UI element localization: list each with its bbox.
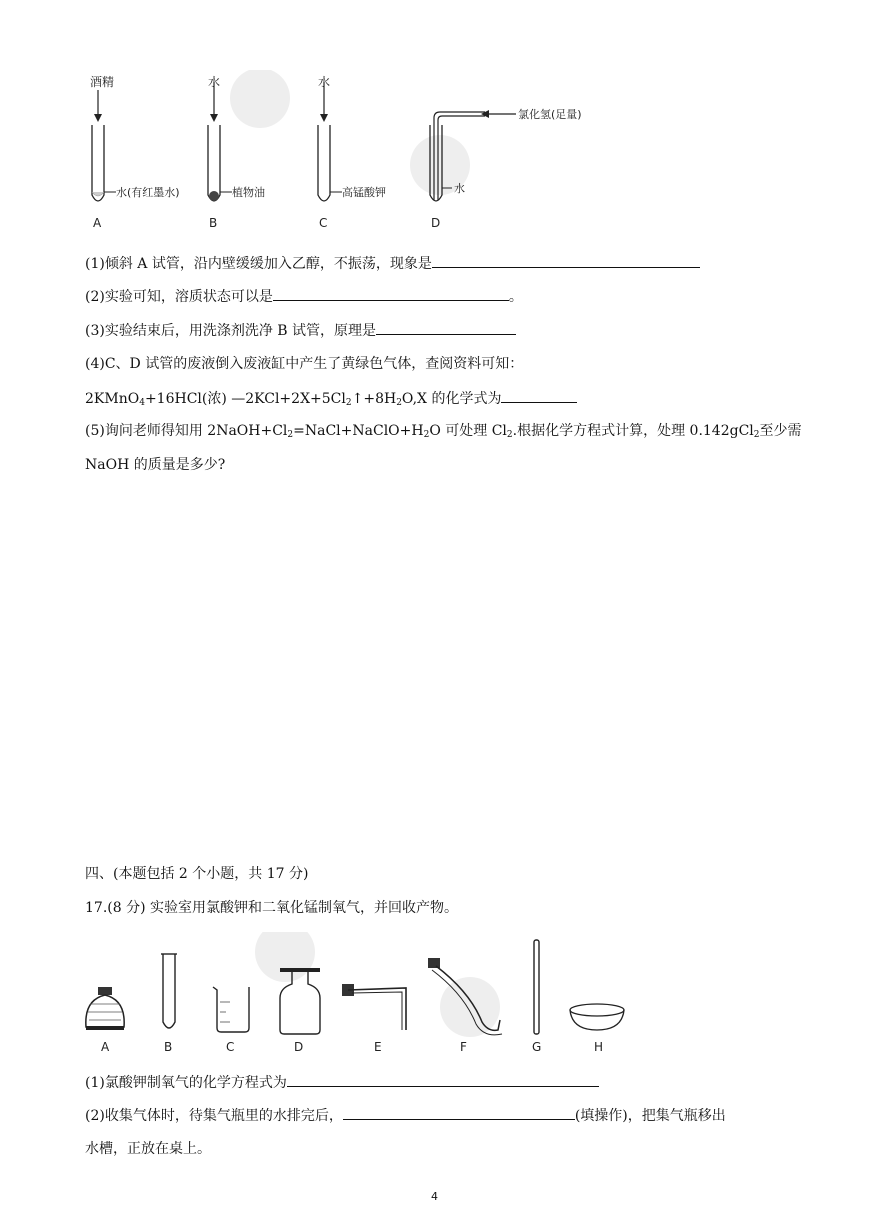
tube-c-letter: C xyxy=(319,216,328,230)
apparatus-letter-b: B xyxy=(164,1040,173,1054)
tube-d-gas-label: 氯化氢(足量) xyxy=(518,108,582,121)
q17-part2-continued: 水槽，正放在桌上。 xyxy=(85,1141,211,1157)
section-four-heading: 四、(本题包括 2 个小题，共 17 分) xyxy=(85,866,309,882)
tube-b-side-label: 植物油 xyxy=(232,186,265,199)
tube-c-top-label: 水 xyxy=(318,75,331,89)
q16-part1: (1)倾斜 A 试管，沿内壁缓缓加入乙醇，不振荡，现象是 xyxy=(85,253,700,274)
tube-c xyxy=(318,74,386,230)
tube-d-side-label: 水 xyxy=(454,182,465,195)
q16-formula-answer-blank[interactable] xyxy=(501,388,577,403)
q16-part5: (5)询问老师得知用 $2NaOH+Cl_2=NaCl+NaClO+H_2O$ 可处理 $Cl_2$.根据化学方程式计算，处理 0.142gCl$_2$至少需 xyxy=(85,423,802,440)
q16-part5-continued: NaOH 的质量是多少? xyxy=(85,457,226,473)
apparatus-letter-e: E xyxy=(374,1040,382,1054)
apparatus-letter-g: G xyxy=(532,1040,542,1054)
glass-rod xyxy=(534,940,539,1034)
apparatus-letter-d: D xyxy=(294,1040,304,1054)
q17-part2: (2)收集气体时，待集气瓶里的水排完后， (填操作)，把集气瓶移出 xyxy=(85,1105,726,1126)
q17-intro: 17.(8 分) 实验室用氯酸钾和二氧化锰制氧气，并回收产物。 xyxy=(85,900,458,916)
q16-part4: (4)C、D 试管的废液倒入废液缸中产生了黄绿色气体，查阅资料可知： xyxy=(85,356,524,372)
tube-b-top-label: 水 xyxy=(208,75,221,89)
alcohol-lamp xyxy=(86,987,124,1030)
q16-part1-answer-blank[interactable] xyxy=(432,253,700,268)
q16-part2: (2)实验可知，溶质状态可以是 。 xyxy=(85,286,523,307)
q16-part3: (3)实验结束后，用洗涤剂洗净 B 试管，原理是 xyxy=(85,320,516,341)
tube-b-letter: B xyxy=(209,216,218,230)
tube-d-letter: D xyxy=(431,216,441,230)
q16-part2-answer-blank[interactable] xyxy=(273,286,509,301)
apparatus-letter-f: F xyxy=(460,1040,467,1054)
q16-equation: 2KMnO$_4$+16HCl(浓) $—2KCl+2X+5Cl_2↑+8H_2O,X$ 的化学式为 xyxy=(85,388,577,409)
tube-c-side-label: 高锰酸钾 xyxy=(342,186,386,199)
test-tube xyxy=(161,954,177,1028)
apparatus-figure xyxy=(80,932,660,1057)
q17-part1: (1)氯酸钾制氧气的化学方程式为 xyxy=(85,1072,599,1093)
tube-a-letter: A xyxy=(93,216,102,230)
apparatus-letter-c: C xyxy=(226,1040,235,1054)
evaporating-dish xyxy=(570,1004,624,1030)
tube-a-top-label: 酒精 xyxy=(90,75,115,89)
beaker xyxy=(213,987,249,1032)
apparatus-letter-a: A xyxy=(101,1040,110,1054)
stopper-with-bent-tube xyxy=(342,984,406,1030)
q17-part2-answer-blank[interactable] xyxy=(343,1105,575,1120)
tube-a xyxy=(90,74,180,230)
q17-part1-answer-blank[interactable] xyxy=(287,1072,599,1087)
page-number: 4 xyxy=(431,1190,438,1203)
tube-a-side-label: 水(有红墨水) xyxy=(116,186,180,199)
apparatus-letters xyxy=(101,1040,603,1054)
test-tube-figure xyxy=(80,70,620,235)
apparatus-letter-h: H xyxy=(594,1040,604,1054)
q16-part3-answer-blank[interactable] xyxy=(376,320,516,335)
